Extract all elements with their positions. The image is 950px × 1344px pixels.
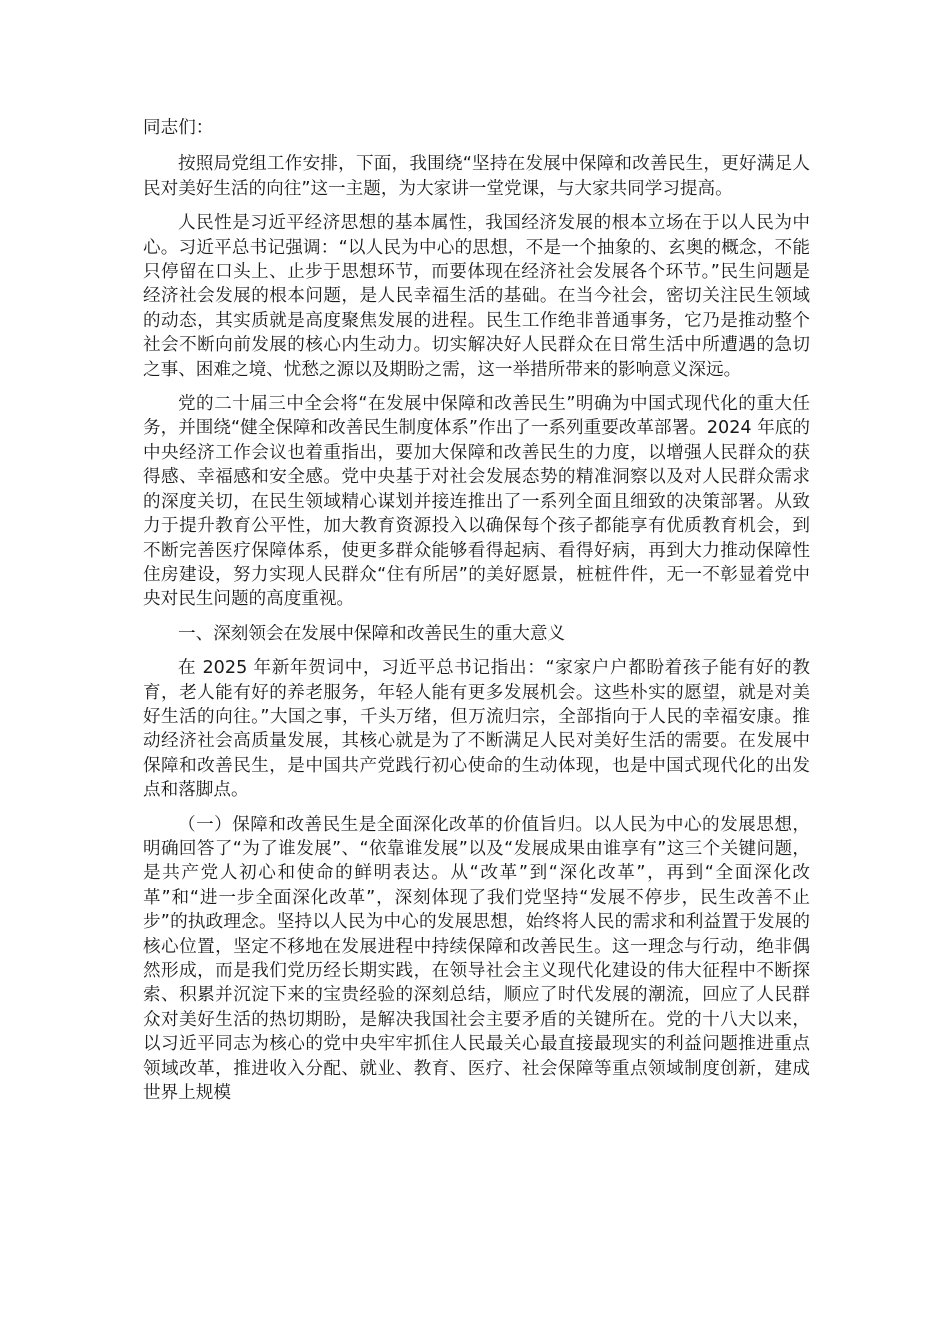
- salutation: 同志们：: [143, 118, 214, 138]
- paragraph-subsection-1: （一）保障和改善民生是全面深化改革的价值旨归。以人民为中心的发展思想，明确回答了“为了谁发展”、“依靠谁发展”以及“发展成果由谁享有”这三个关键问题，是共产党人初心和使命的鲜明表达。从“改革”到“深化改革”，再到“全面深化改革”和“进一步全面深化改革”，深刻体现了我们党坚持“发展不停步，民生改善不止步”的执政理念。坚持以人民为中心的发展思想，始终将人民的需求和利益置于发展的核心位置，坚定不移地在发展进程中持续保障和改善民生。这一理念与行动，绝非偶然形成，而是我们党历经长期实践，在领导社会主义现代化建设的伟大征程中不断探索、积累并沉淀下来的宝贵经验的深刻总结，顺应了时代发展的潮流，回应了人民群众对美好生活的热切期盼，是解决我国社会主要矛盾的关键所在。党的十八大以来，以习近平同志为核心的党中央牢牢抓住人民最关心最直接最现实的利益问题推进重点领域改革，推进收入分配、就业、教育、医疗、社会保障等重点领域制度创新，建成世界上规模: [143, 814, 810, 1104]
- paragraph-people-centered: 人民性是习近平经济思想的基本属性，我国经济发展的根本立场在于以人民为中心。习近平总书记强调：“以人民为中心的思想，不是一个抽象的、玄奥的概念，不能只停留在口头上、止步于思想环节，而要体现在经济社会发展各个环节。”民生问题是经济社会发展的根本问题，是人民幸福生活的基础。在当今社会，密切关注民生领域的动态，其实质就是高度聚焦发展的进程。民生工作绝非普通事务，它乃是推动整个社会不断向前发展的核心内生动力。切实解决好人民群众在日常生活中所遭遇的急切之事、困难之境、忧愁之源以及期盼之需，这一举措所带来的影响意义深远。: [143, 213, 810, 380]
- paragraph-intro: 按照局党组工作安排，下面，我围绕“坚持在发展中保障和改善民生，更好满足人民对美好生活的向往”这一主题，为大家讲一堂党课，与大家共同学习提高。: [143, 154, 810, 199]
- paragraph-new-year-address: 在 2025 年新年贺词中，习近平总书记指出：“家家户户都盼着孩子能有好的教育，老人能有好的养老服务，年轻人能有更多发展机会。这些朴实的愿望，就是对美好生活的向往。”大国之事，千头万绪，但万流归宗，全部指向于人民的幸福安康。推动经济社会高质量发展，其核心就是为了不断满足人民对美好生活的需要。在发展中保障和改善民生，是中国共产党践行初心使命的生动体现，也是中国式现代化的出发点和落脚点。: [143, 658, 810, 801]
- paragraph-third-plenum: 党的二十届三中全会将“在发展中保障和改善民生”明确为中国式现代化的重大任务，并围绕“健全保障和改善民生制度体系”作出了一系列重要改革部署。2024 年底的中央经济工作会议也着重指出，要加大保障和改善民生的力度，以增强人民群众的获得感、幸福感和安全感。党中央基于对社会发展态势的精准洞察以及对人民群众需求的深度关切，在民生领域精心谋划并接连推出了一系列全面且细致的决策部署。从致力于提升教育公平性，加大教育资源投入以确保每个孩子都能享有优质教育机会，到不断完善医疗保障体系，使更多群众能够看得起病、看得好病，再到大力推动保障性住房建设，努力实现人民群众“住有所居”的美好愿景，桩桩件件，无一不彰显着党中央对民生问题的高度重视。: [143, 394, 810, 610]
- section-heading-1: 一、深刻领会在发展中保障和改善民生的重大意义: [178, 623, 566, 644]
